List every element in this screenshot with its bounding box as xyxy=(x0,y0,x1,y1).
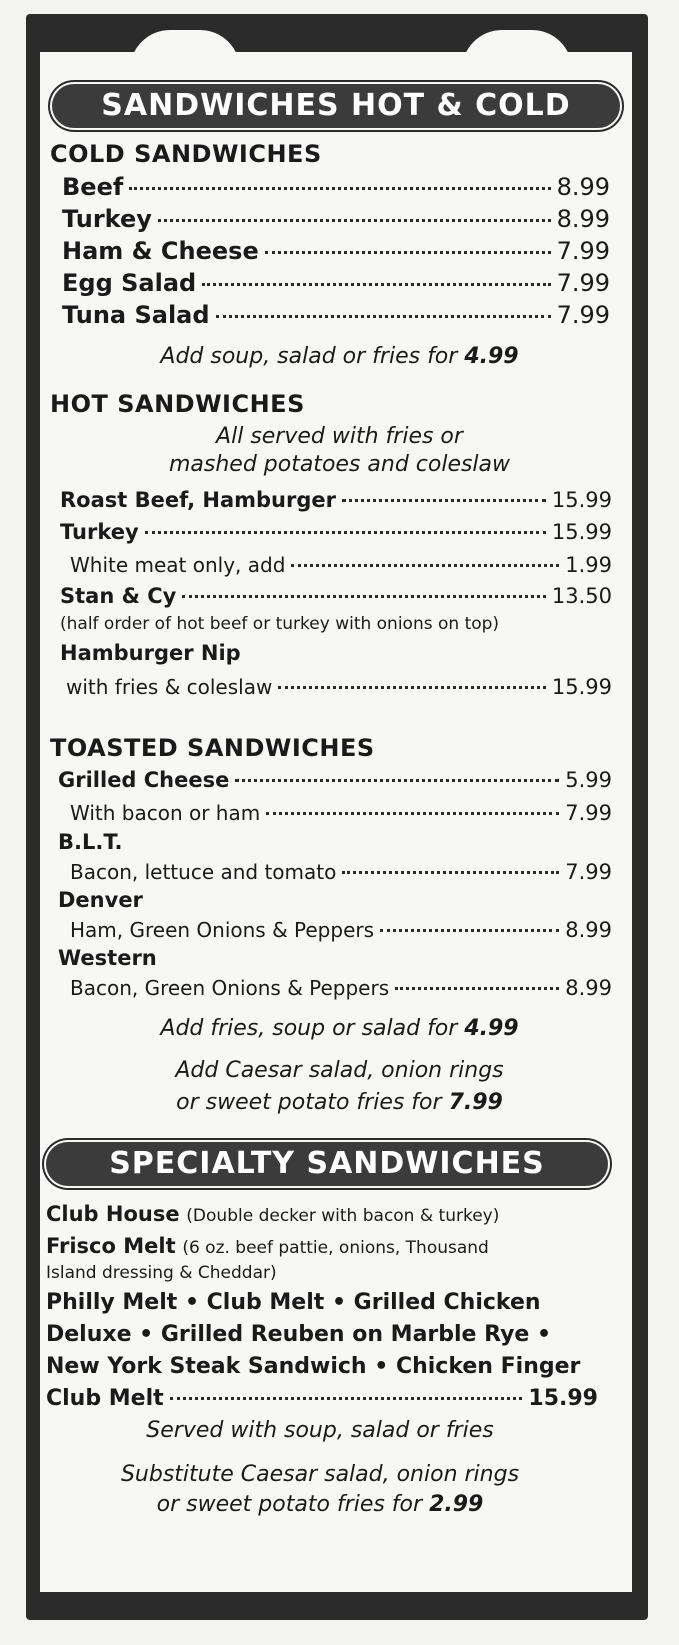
item-price: 7.99 xyxy=(565,801,612,825)
item-name: Club House xyxy=(46,1202,180,1226)
leader-dots xyxy=(182,595,546,598)
specialty-served-note: Served with soup, salad or fries xyxy=(146,1418,494,1443)
note-price: 7.99 xyxy=(448,1090,503,1115)
hamburger-nip-name: Hamburger Nip xyxy=(60,641,241,665)
menu-item xyxy=(70,976,612,1000)
leader-dots xyxy=(145,531,546,534)
menu-item xyxy=(66,675,612,699)
item-name: Turkey xyxy=(60,520,139,544)
toasted-caesar-note-line1: Add Caesar salad, onion rings xyxy=(175,1058,504,1083)
item-name: With bacon or ham xyxy=(70,801,261,825)
cold-addon-note xyxy=(0,344,679,369)
menu-item xyxy=(60,584,612,608)
leader-dots xyxy=(202,283,550,286)
item-name: Frisco Melt xyxy=(46,1234,176,1258)
menu-item xyxy=(62,205,610,233)
leader-dots xyxy=(158,219,551,222)
note-text: Add soup, salad or fries for xyxy=(160,344,458,369)
blt-name: B.L.T. xyxy=(58,830,123,854)
menu-item xyxy=(60,520,612,544)
item-name: Beef xyxy=(62,173,124,201)
menu-item xyxy=(46,1386,598,1411)
sandwiches-banner: SANDWICHES HOT & COLD xyxy=(52,84,620,128)
item-price: 8.99 xyxy=(565,918,612,942)
toasted-addon-note xyxy=(0,1016,679,1041)
item-price: 15.99 xyxy=(551,488,612,512)
specialty-substitute-note-line1: Substitute Caesar salad, onion rings xyxy=(120,1462,520,1487)
note-price: 4.99 xyxy=(464,1016,519,1041)
specialty-substitute-note-line2 xyxy=(0,1492,640,1517)
leader-dots xyxy=(291,564,559,567)
menu-item xyxy=(62,269,610,297)
item-price: 7.99 xyxy=(565,860,612,884)
item-name: Roast Beef, Hamburger xyxy=(60,488,336,512)
frisco-melt-description-2: Island dressing & Cheddar) xyxy=(46,1263,277,1283)
item-name: White meat only, add xyxy=(70,553,286,577)
menu-item xyxy=(60,488,612,512)
item-name: Ham & Cheese xyxy=(62,237,259,265)
note-text: or sweet potato fries for xyxy=(176,1090,442,1115)
item-name: Club Melt xyxy=(46,1386,164,1411)
specialty-list-line2: Deluxe • Grilled Reuben on Marble Rye • xyxy=(46,1322,552,1347)
menu-item xyxy=(58,768,612,792)
item-price: 13.50 xyxy=(551,584,612,608)
leader-dots xyxy=(395,987,559,990)
item-name: Stan & Cy xyxy=(60,584,177,608)
item-price: 15.99 xyxy=(551,675,612,699)
hot-note-line1: All served with fries or xyxy=(216,424,463,449)
leader-dots xyxy=(278,686,546,689)
specialty-banner: SPECIALTY SANDWICHES xyxy=(46,1142,608,1186)
item-name: Bacon, Green Onions & Peppers xyxy=(70,976,390,1000)
item-price: 1.99 xyxy=(565,553,612,577)
item-name: Turkey xyxy=(62,205,152,233)
menu-item xyxy=(62,301,610,329)
menu-item xyxy=(70,860,612,884)
item-price: 7.99 xyxy=(556,269,610,297)
item-price: 8.99 xyxy=(556,173,610,201)
item-price: 5.99 xyxy=(565,768,612,792)
note-text: Add fries, soup or salad for xyxy=(160,1016,458,1041)
item-name: Ham, Green Onions & Peppers xyxy=(70,918,375,942)
cold-sandwiches-title: COLD SANDWICHES xyxy=(50,140,322,168)
note-price: 2.99 xyxy=(429,1492,484,1517)
leader-dots xyxy=(235,779,559,782)
item-description: (Double decker with bacon & turkey) xyxy=(186,1206,500,1226)
note-price: 4.99 xyxy=(464,344,519,369)
denver-name: Denver xyxy=(58,888,143,912)
item-description: (6 oz. beef pattie, onions, Thousand xyxy=(182,1238,489,1258)
leader-dots xyxy=(129,187,550,190)
leader-dots xyxy=(342,499,546,502)
specialty-list-line3: New York Steak Sandwich • Chicken Finger xyxy=(46,1354,581,1379)
club-house-line xyxy=(46,1202,499,1226)
hot-note-line2: mashed potatoes and coleslaw xyxy=(168,452,511,477)
note-text: or sweet potato fries for xyxy=(156,1492,423,1517)
item-name: Egg Salad xyxy=(62,269,197,297)
toasted-sandwiches-title: TOASTED SANDWICHES xyxy=(50,734,375,762)
leader-dots xyxy=(216,315,551,318)
item-price: 7.99 xyxy=(556,237,610,265)
menu-item xyxy=(62,173,610,201)
specialty-list-line1: Philly Melt • Club Melt • Grilled Chicken xyxy=(46,1290,541,1315)
item-name: Tuna Salad xyxy=(62,301,210,329)
menu-item xyxy=(70,801,612,825)
item-price: 15.99 xyxy=(528,1386,598,1411)
stan-cy-description: (half order of hot beef or turkey with onions on top) xyxy=(60,614,500,634)
item-price: 8.99 xyxy=(565,976,612,1000)
item-name: Bacon, lettuce and tomato xyxy=(70,860,337,884)
item-name: Grilled Cheese xyxy=(58,768,230,792)
leader-dots xyxy=(266,812,559,815)
item-price: 8.99 xyxy=(556,205,610,233)
toasted-caesar-note-line2 xyxy=(0,1090,679,1115)
item-name: with fries & coleslaw xyxy=(66,675,273,699)
frisco-melt-line xyxy=(46,1234,489,1258)
item-price: 7.99 xyxy=(556,301,610,329)
menu-item xyxy=(70,918,612,942)
menu-item xyxy=(70,553,612,577)
leader-dots xyxy=(170,1397,523,1400)
hot-sandwiches-title: HOT SANDWICHES xyxy=(50,390,305,418)
western-name: Western xyxy=(58,946,157,970)
leader-dots xyxy=(380,929,559,932)
leader-dots xyxy=(265,251,551,254)
leader-dots xyxy=(342,871,559,874)
menu-item xyxy=(62,237,610,265)
item-price: 15.99 xyxy=(551,520,612,544)
